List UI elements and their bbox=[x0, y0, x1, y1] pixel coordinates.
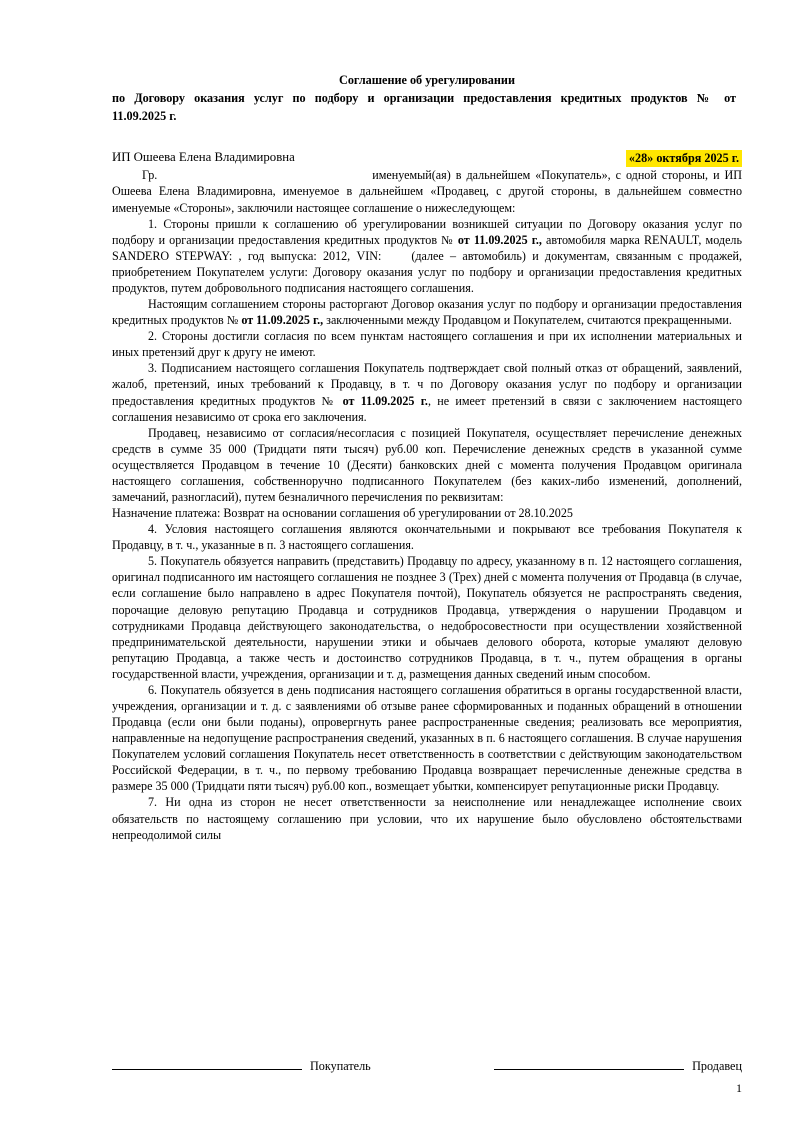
payment-purpose: Назначение платежа: Возврат на основании соглашения об урегулировании от 28.10.2025 bbox=[112, 506, 573, 521]
signature-row bbox=[112, 1058, 742, 1074]
document-date-highlight: «28» октября 2025 г. bbox=[626, 150, 742, 167]
intro-paragraph bbox=[112, 167, 742, 215]
seller-signature-line[interactable] bbox=[494, 1058, 684, 1070]
clause-3-paragraph bbox=[112, 360, 742, 424]
buyer-signature-line[interactable] bbox=[112, 1058, 302, 1070]
clause-1-part-c: (далее – автомобиль) и документам, связанным с продажей, приобретением Покупателем услуги: Договору оказания услуг по подбору и организации предоставления кредитных продуктов, путем добровольного подписания настоящего соглашения. bbox=[112, 248, 742, 295]
document-title bbox=[112, 72, 742, 124]
seller-signature-block bbox=[494, 1058, 742, 1074]
clause-1-paragraph bbox=[112, 216, 742, 296]
buyer-signature-label: Покупатель bbox=[310, 1059, 371, 1073]
party-and-date-row bbox=[112, 150, 742, 167]
termination-paragraph bbox=[112, 296, 742, 328]
clause-2-paragraph: 2. Стороны достигли согласия по всем пунктам настоящего соглашения и при их исполнении материальных и иных претензий друг к другу не имеют. bbox=[112, 329, 742, 360]
termination-part-b: заключенными между Продавцом и Покупателем, считаются прекращенными. bbox=[323, 313, 732, 328]
clause-3-part-a: 3. Подписанием настоящего соглашения Покупатель подтверждает свой полный отказ от обращений, заявлений, жалоб, претензий, иных требований к Продавцу, в т. ч по Договору оказания услуг по подбору и организации предоставления кредитных продуктов № bbox=[112, 361, 742, 408]
clause-7-paragraph: 7. Ни одна из сторон не несет ответственности за неисполнение или ненадлежащее исполнение своих обязательств по настоящему соглашению при условии, что их нарушение было обусловлено обстоятельствами непреодолимой силы bbox=[112, 795, 742, 842]
clause-3-date: от 11.09.2025 г. bbox=[342, 393, 428, 408]
clause-1-part-b: автомобиля марка RENAULT, модель SANDERO STEPWAY: , год выпуска: 2012, VIN: bbox=[112, 232, 742, 263]
clause-6-paragraph: 6. Покупатель обязуется в день подписания настоящего соглашения обратиться в органы государственной власти, учреждения, организации и т. д. с заявлениями об отзыве ранее сформированных и поданных обращений в отношении Продавца (если они были поданы), опровергнуть ранее распространенные сведения; реализовать все мероприятия, направленные на недопущение распространения сведений, указанных в п. 6 настоящего соглашения. В случае нарушения Покупателем условий соглашения Покупатель несет ответственность в соответствии с действующим законодательством Российской Федерации, в т. ч., по первому требованию Продавца возвращает перечисленные денежные средства в размере 35 000 (Тридцати пяти тысяч) руб.00 коп., возмещает убытки, компенсирует репутационные риски Продавцу. bbox=[112, 682, 742, 794]
clause-5-paragraph: 5. Покупатель обязуется направить (представить) Продавцу по адресу, указанному в п. 12 настоящего соглашения, оригинал подписанного им настоящего соглашения не позднее 3 (Трех) дней с момента получения от Продавца (в случае, если соглашение было направлено в адрес Покупателя почтой), Покупатель обязуется не распространять сведения, порочащие деловую репутацию Продавца и сотрудников Продавца, утверждения о нарушении Продавцом и сотрудниками Продавца действующего законодательства, о недобросовестности при осуществлении хозяйственной предпринимательской деятельности, нарушении этики и обычаев делового оборота, которые умаляют деловую репутацию Продавца, а также честь и достоинство сотрудников Продавца, в т. ч., путем обращения в органы государственной власти, учреждения, организации и т. д, размещения данных сведений иным способом. bbox=[112, 554, 742, 681]
page-number: 1 bbox=[736, 1081, 742, 1095]
clause-1-date: от 11.09.2025 г., bbox=[457, 232, 542, 247]
clause-3-part-b: , не имеет претензий в связи с заключением настоящего соглашения независимо от срока его заключения. bbox=[112, 393, 743, 424]
termination-date: от 11.09.2025 г., bbox=[241, 313, 324, 328]
clause-4-paragraph: 4. Условия настоящего соглашения являются окончательными и покрывают все требования Покупателя к Продавцу, в т. ч., указанные в п. 3 настоящего соглашения. bbox=[112, 522, 742, 553]
clause-1-part-a: 1. Стороны пришли к соглашению об урегулировании возникшей ситуации по Договору оказания услуг по подбору и организации предоставления кредитных продуктов № bbox=[112, 216, 742, 247]
termination-part-a: Настоящим соглашением стороны расторгают Договор оказания услуг по подбору и организации предоставления кредитных продуктов № bbox=[112, 297, 742, 328]
intro-prefix: Гр. bbox=[142, 168, 163, 183]
title-line-3: 11.09.2025 г. bbox=[112, 108, 177, 123]
title-line-1: Соглашение об урегулировании bbox=[339, 73, 515, 87]
buyer-signature-block bbox=[112, 1058, 371, 1074]
intro-rest: именуемый(ая) в дальнейшем «Покупатель», с одной стороны, и ИП Ошеева Елена Владимировна, именуемое в дальнейшем «Продавец, с другой стороны, в дальнейшем совместно именуемые «Стороны», заключили настоящее соглашение о нижеследующем: bbox=[112, 168, 742, 215]
payment-paragraph: Продавец, независимо от согласия/несогласия с позицией Покупателя, осуществляет перечисление денежных средств в сумме 35 000 (Тридцати пяти тысяч) руб.00 коп. Перечисление денежных средств в указанной сумме осуществляется Продавцом в течение 10 (Десяти) банковских дней с момента получения Продавцом оригинала настоящего соглашения, собственноручно подписанного Покупателем (без каких-либо изменений, дополнений, замечаний, разногласий), путем безналичного перечисления по реквизитам: bbox=[112, 425, 742, 504]
entrepreneur-name: ИП Ошеева Елена Владимировна bbox=[112, 150, 295, 165]
seller-signature-label: Продавец bbox=[692, 1059, 742, 1073]
title-line-2: по Договору оказания услуг по подбору и организации предоставления кредитных продуктов № от bbox=[112, 91, 736, 106]
